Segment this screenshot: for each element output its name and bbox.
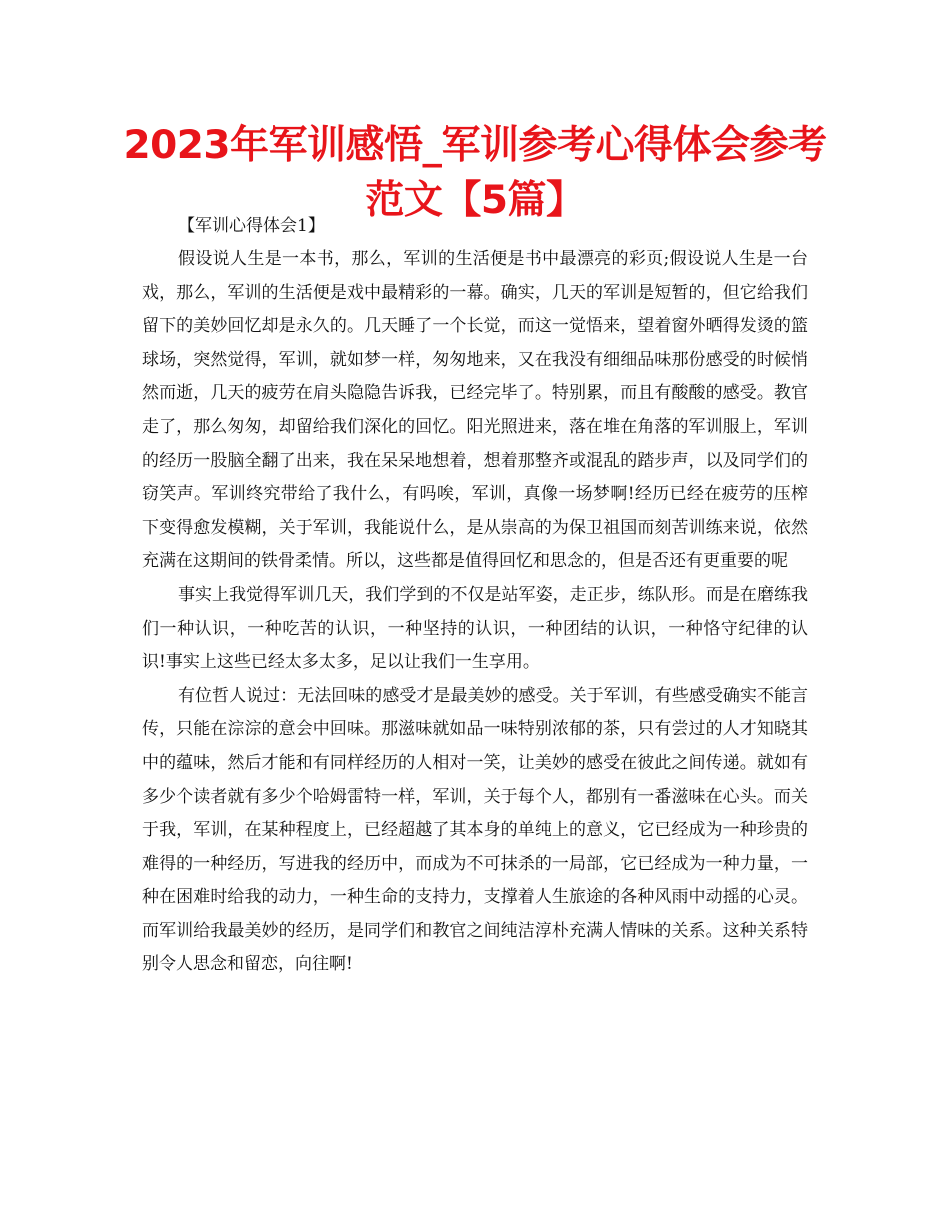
- document-title: 2023年军训感悟_军训参考心得体会参考范文【5篇】: [123, 123, 827, 223]
- paragraph-1: 假设说人生是一本书，那么，军训的生活便是书中最漂亮的彩页;假设说人生是一台戏，那么，军训的生活便是戏中最精彩的一幕。确实，几天的军训是短暂的，但它给我们留下的美妙回忆却是永久的。几天睡了一个长觉，而这一觉悟来，望着窗外晒得发烫的篮球场，突然觉得，军训，就如梦一样，匆匆地来，又在我没有细细品味那份感受的时候悄然而逝，几天的疲劳在肩头隐隐告诉我，已经完毕了。特别累，而且有酸酸的感受。教官走了，那么匆匆，却留给我们深化的回忆。阳光照进来，落在堆在角落的军训服上，军训的经历一股脑全翻了出来，我在呆呆地想着，想着那整齐或混乱的踏步声，以及同学们的窃笑声。军训终究带给了我什么，有吗唉，军训，真像一场梦啊!经历已经在疲劳的压榨下变得愈发模糊，关于军训，我能说什么，是从崇高的为保卫祖国而刻苦训练来说，依然充满在这期间的铁骨柔情。所以，这些都是值得回忆和思念的，但是否还有更重要的呢: [142, 249, 808, 572]
- paragraph-3: 有位哲人说过：无法回味的感受才是最美妙的感受。关于军训，有些感受确实不能言传，只能在淙淙的意会中回味。那滋味就如品一味特别浓郁的茶，只有尝过的人才知晓其中的蕴味，然后才能和有同样经历的人相对一笑，让美妙的感受在彼此之间传递。就如有多少个读者就有多少个哈姆雷特一样，军训，关于每个人，都别有一番滋味在心头。而关于我，军训，在某种程度上，已经超越了其本身的单纯上的意义，它已经成为一种珍贵的难得的一种经历，写进我的经历中，而成为不可抹杀的一局部，它已经成为一种力量，一种在困难时给我的动力，一种生命的支持力，支撑着人生旅途的各种风雨中动摇的心灵。而军训给我最美妙的经历，是同学们和教官之间纯洁淳朴充满人情味的关系。这种关系特别令人思念和留恋，向往啊!: [142, 685, 808, 975]
- paragraph-2: 事实上我觉得军训几天，我们学到的不仅是站军姿，走正步，练队形。而是在磨练我们一种认识，一种吃苦的认识，一种坚持的认识，一种团结的认识，一种恪守纪律的认识!事实上这些已经太多太多，足以让我们一生享用。: [142, 584, 808, 673]
- document-body: [142, 210, 808, 982]
- section-label: 【军训心得体会1】: [178, 216, 325, 236]
